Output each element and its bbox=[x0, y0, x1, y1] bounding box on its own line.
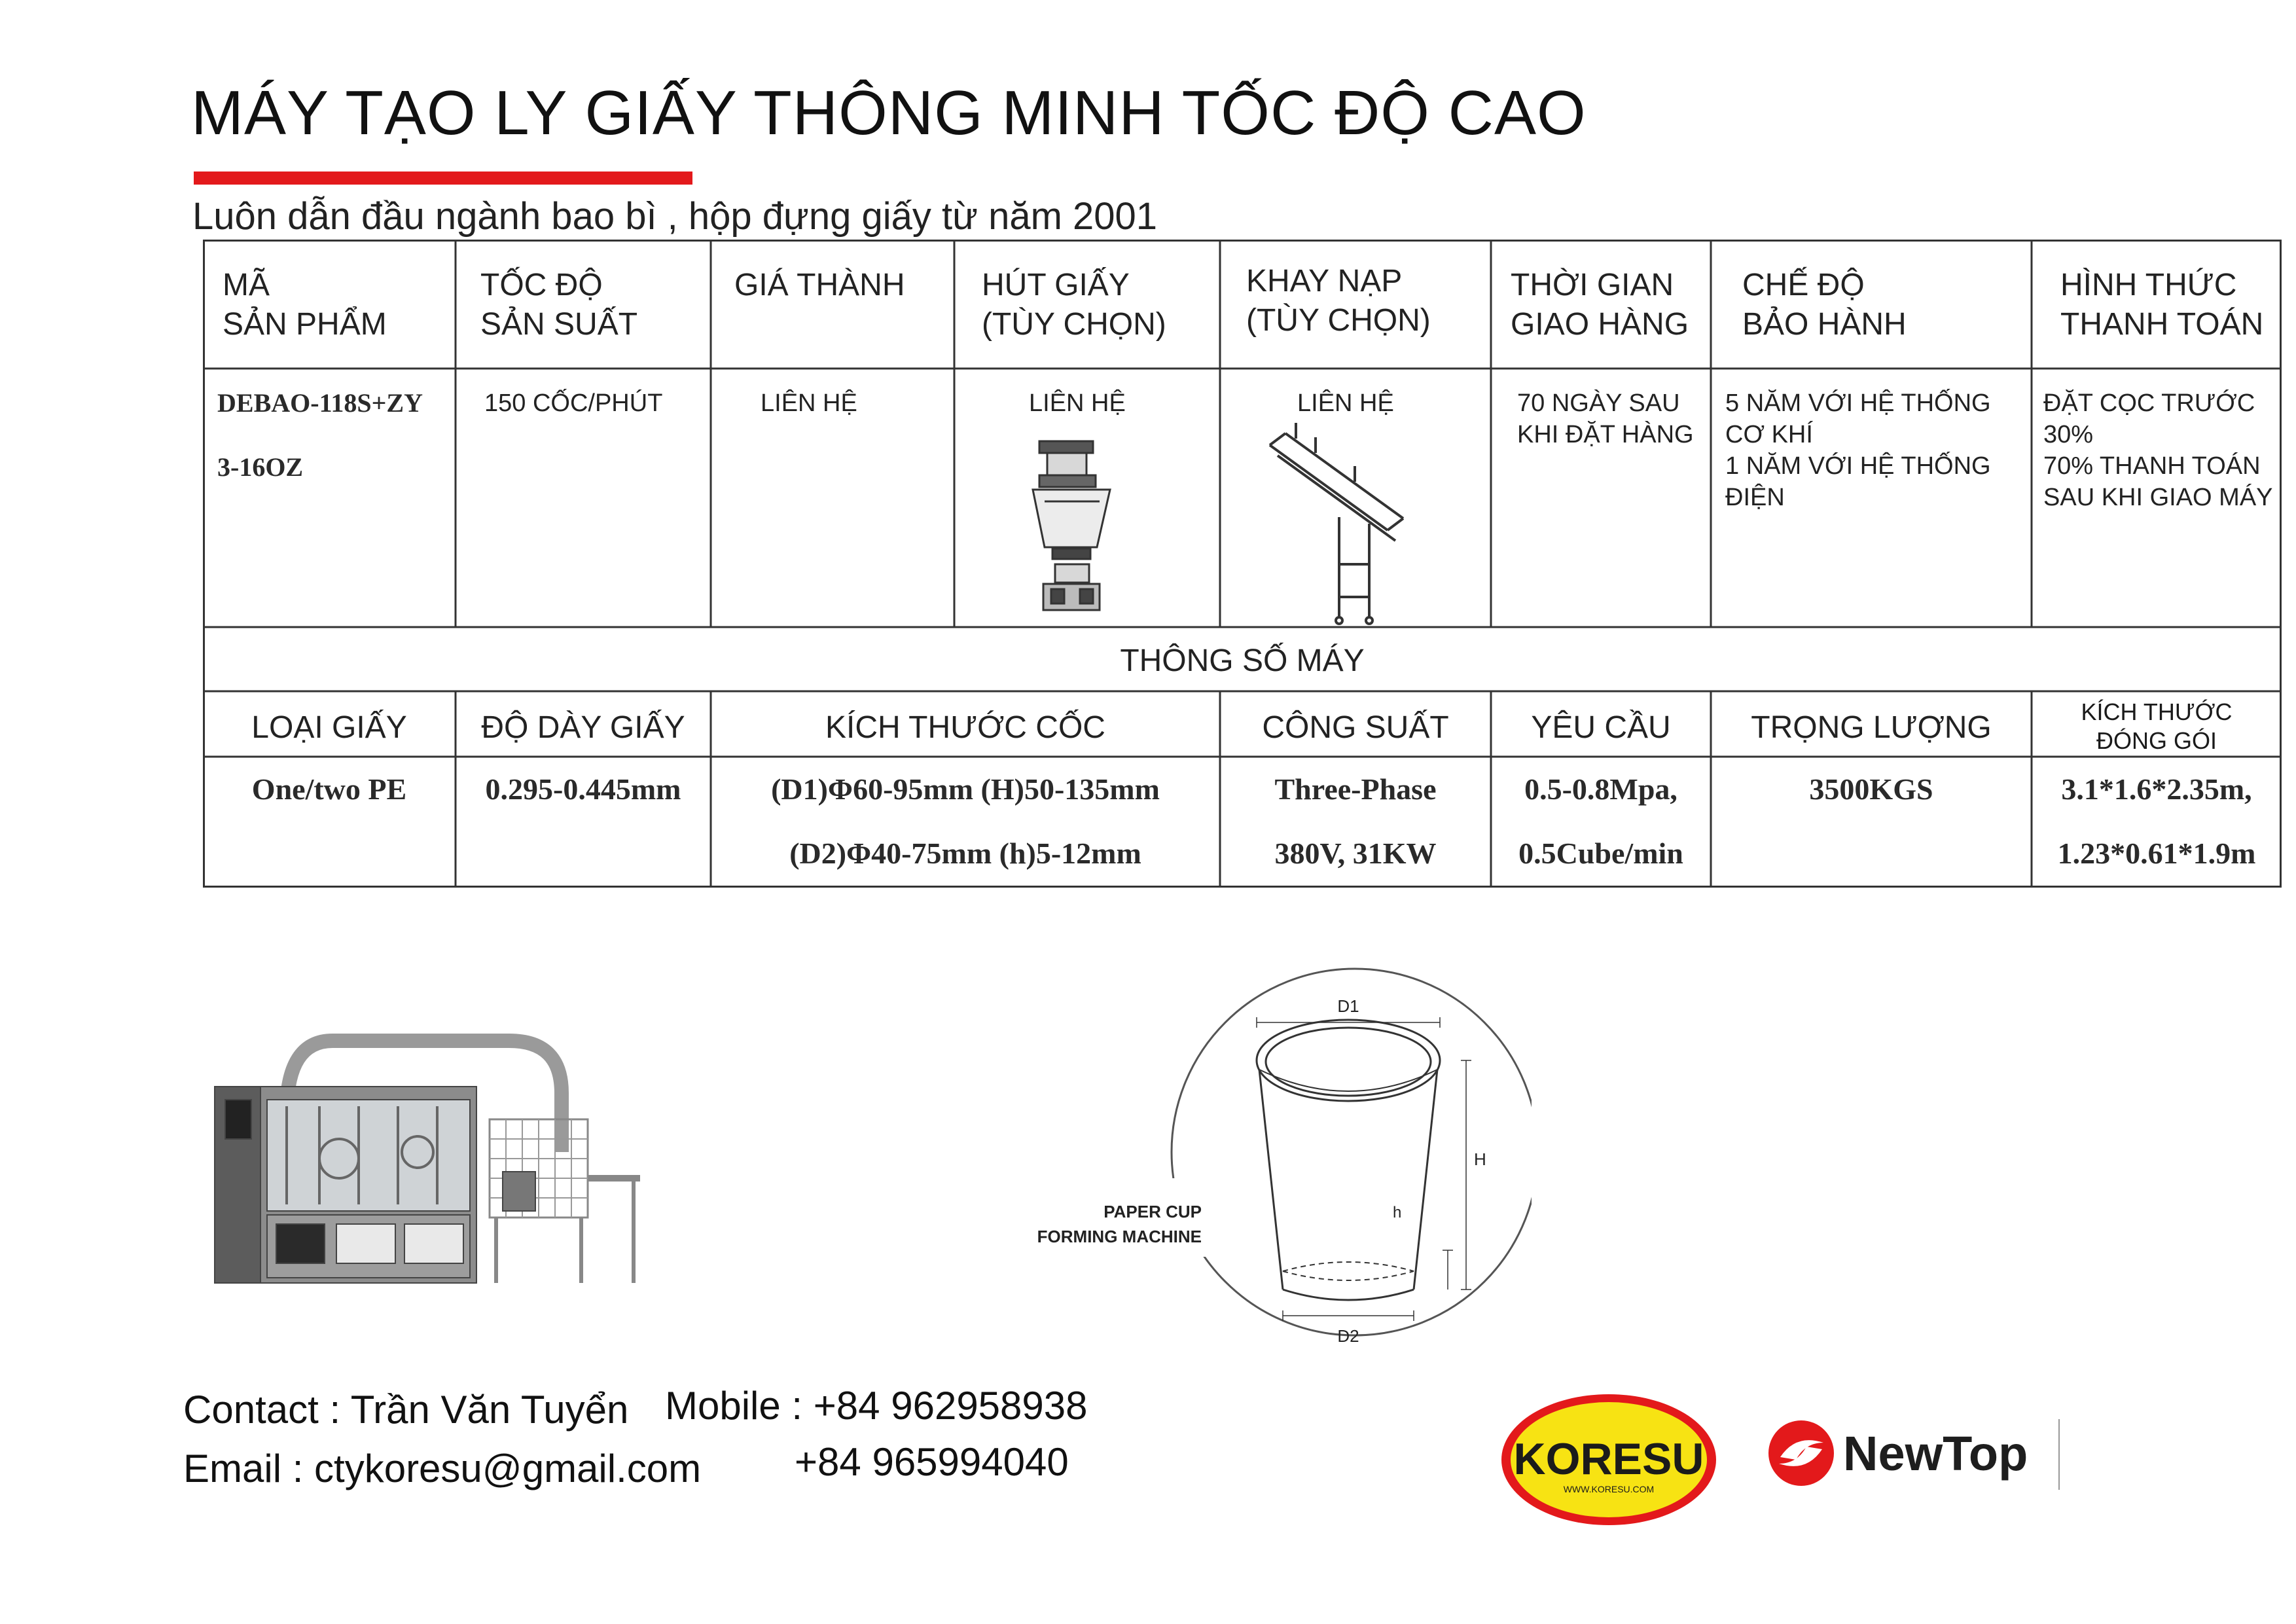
header-feed-tray: KHAY NẠP (TÙY CHỌN) bbox=[1246, 264, 1431, 338]
diagram-caption-line1: PAPER CUP bbox=[1103, 1202, 1202, 1221]
spec-sheet-table bbox=[203, 240, 2282, 888]
cup-dimension-diagram bbox=[1008, 962, 1532, 1355]
page-subtitle: Luôn dẫn đầu ngành bao bì , hộp đựng giấy từ năm 2001 bbox=[192, 195, 1158, 238]
spec-header-cup-size: KÍCH THƯỚC CỐC bbox=[825, 710, 1105, 745]
diagram-label-d1: D1 bbox=[1337, 996, 1359, 1016]
warranty-value: 5 NĂM VỚI HỆ THỐNG CƠ KHÍ 1 NĂM VỚI HỆ THỐNG ĐIỆN bbox=[1725, 389, 1991, 511]
diagram-caption-line2: FORMING MACHINE bbox=[1037, 1227, 1202, 1246]
header-payment: HÌNH THỨC THANH TOÁN bbox=[2060, 268, 2264, 342]
spec-requirement: 0.5-0.8Mpa, 0.5Cube/min bbox=[1518, 772, 1683, 870]
diagram-label-h-lower: h bbox=[1393, 1204, 1402, 1221]
payment-value: ĐẶT CỌC TRƯỚC 30% 70% THANH TOÁN SAU KHI GIAO MÁY bbox=[2043, 389, 2273, 511]
koresu-logo-text: KORESU bbox=[1513, 1434, 1704, 1484]
paper-cup-machine-illustration bbox=[208, 1021, 653, 1296]
delivery-value: 70 NGÀY SAU KHI ĐẶT HÀNG bbox=[1517, 389, 1694, 448]
spec-header-packing-size: KÍCH THƯỚC ĐÓNG GÓI bbox=[2081, 698, 2233, 754]
koresu-logo bbox=[1498, 1390, 1720, 1529]
page-title: MÁY TẠO LY GIẤY THÔNG MINH TỐC ĐỘ CAO bbox=[191, 78, 1587, 148]
spec-header-paper-type: LOẠI GIẤY bbox=[251, 710, 407, 745]
production-speed-value: 150 CỐC/PHÚT bbox=[484, 389, 663, 417]
spec-header-requirement: YÊU CẦU bbox=[1531, 710, 1671, 745]
spec-header-power: CÔNG SUẤT bbox=[1262, 710, 1449, 745]
header-product-code: MÃ SẢN PHẨM bbox=[223, 268, 387, 342]
spec-header-weight: TRỌNG LƯỢNG bbox=[1751, 710, 1992, 745]
spec-weight: 3500KGS bbox=[1809, 772, 1933, 806]
title-underline bbox=[194, 171, 692, 185]
spec-cup-size: (D1)Φ60-95mm (H)50-135mm (D2)Φ40-75mm (h)5-12mm bbox=[771, 772, 1160, 870]
header-price: GIÁ THÀNH bbox=[734, 268, 905, 302]
header-paper-suction: HÚT GIẤY (TÙY CHỌN) bbox=[982, 268, 1166, 342]
contact-mobile-secondary[interactable]: +84 965994040 bbox=[795, 1440, 1069, 1484]
contact-email[interactable]: Email : ctykoresu@gmail.com bbox=[183, 1447, 702, 1490]
spec-power: Three-Phase 380V, 31KW bbox=[1274, 772, 1437, 870]
price-value: LIÊN HỆ bbox=[761, 389, 857, 417]
header-warranty: CHẾ ĐỘ BẢO HÀNH bbox=[1742, 268, 1907, 342]
spec-section-title: THÔNG SỐ MÁY bbox=[1120, 643, 1365, 678]
newtop-swirl-icon bbox=[1768, 1420, 1834, 1486]
contact-mobile-primary[interactable]: Mobile : +84 962958938 bbox=[665, 1384, 1088, 1428]
spec-header-paper-thickness: ĐỘ DÀY GIẤY bbox=[481, 710, 685, 745]
spec-packing-size: 3.1*1.6*2.35m, 1.23*0.61*1.9m bbox=[2057, 772, 2256, 870]
newtop-logo-text: NewTop bbox=[1843, 1426, 2028, 1481]
product-code: DEBAO-118S+ZY 3-16OZ bbox=[217, 388, 423, 482]
header-production-speed: TỐC ĐỘ SẢN SUẤT bbox=[480, 268, 638, 342]
diagram-label-h-upper: H bbox=[1474, 1149, 1486, 1169]
suction-value: LIÊN HỆ bbox=[1029, 389, 1126, 417]
paper-suction-illustration bbox=[1013, 436, 1131, 619]
koresu-logo-url: WWW.KORESU.COM bbox=[1563, 1484, 1655, 1494]
diagram-label-d2: D2 bbox=[1337, 1326, 1359, 1346]
newtop-logo bbox=[1767, 1414, 2068, 1492]
contact-name: Contact : Trần Văn Tuyển bbox=[183, 1388, 629, 1432]
feed-tray-illustration bbox=[1257, 419, 1414, 627]
spec-paper-thickness: 0.295-0.445mm bbox=[485, 772, 681, 806]
spec-paper-type: One/two PE bbox=[251, 772, 407, 806]
header-delivery-time: THỜI GIAN GIAO HÀNG bbox=[1511, 268, 1689, 342]
tray-value: LIÊN HỆ bbox=[1297, 389, 1394, 417]
